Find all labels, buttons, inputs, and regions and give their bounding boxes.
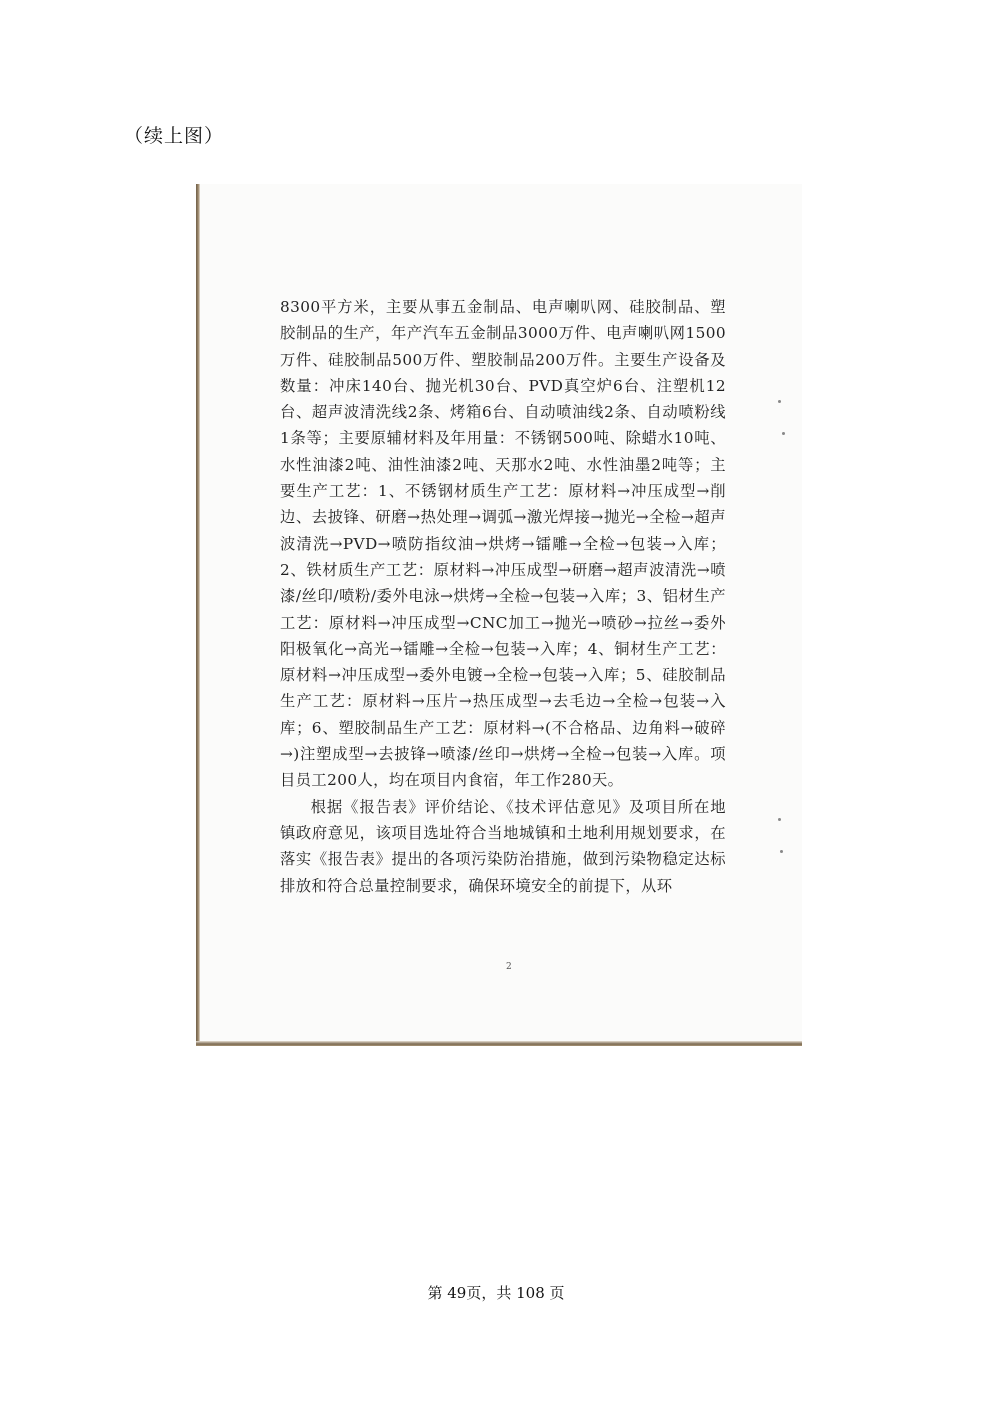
scanned-page bbox=[196, 184, 802, 1046]
scan-body-text bbox=[280, 294, 726, 899]
page-footer: 第 49页，共 108 页 bbox=[427, 1284, 565, 1302]
scan-speck bbox=[778, 400, 781, 403]
scan-speck bbox=[778, 818, 781, 821]
scan-paragraph: 根据《报告表》评价结论、《技术评估意见》及项目所在地镇政府意见，该项目选址符合当地城镇和土地利用规划要求，在落实《报告表》提出的各项污染防治措施，做到污染物稳定达标排放和符合总量控制要求，确保环境安全的前提下，从环 bbox=[280, 797, 726, 895]
figure-caption: （续上图） bbox=[124, 125, 225, 147]
scan-speck bbox=[780, 850, 783, 853]
scan-paragraph: 8300平方米，主要从事五金制品、电声喇叭网、硅胶制品、塑胶制品的生产，年产汽车五金制品3000万件、电声喇叭网1500万件、硅胶制品500万件、塑胶制品200万件。主要生产设备及数量：冲床140台、抛光机30台、PVD真空炉6台、注塑机12台、超声波清洗线2条、烤箱6台、自动喷油线2条、自动喷粉线1条等；主要原辅材料及年用量：不锈钢500吨、除蜡水10吨、水性油漆2吨、油性油漆2吨、天那水2吨、水性油墨2吨等；主要生产工艺：1、不锈钢材质生产工艺：原材料→冲压成型→削边、去披锋、研磨→热处理→调弧→激光焊接→抛光→全检→超声波清洗→PVD→喷防指纹油→烘烤→镭雕→全检→包装→入库；2、铁材质生产工艺：原材料→冲压成型→研磨→超声波清洗→喷漆/丝印/喷粉/委外电泳→烘烤→全检→包装→入库；3、铝材生产工艺：原材料→冲压成型→CNC加工→抛光→喷砂→拉丝→委外阳极氧化→高光→镭雕→全检→包装→入库；4、铜材生产工艺：原材料→冲压成型→委外电镀→全检→包装→入库；5、硅胶制品生产工艺：原材料→压片→热压成型→去毛边→全检→包装→入库；6、塑胶制品生产工艺：原材料→(不合格品、边角料→破碎→)注塑成型→去披锋→喷漆/丝印→烘烤→全检→包装→入库。项目员工200人，均在项目内食宿，年工作280天。 bbox=[280, 298, 726, 790]
scan-speck bbox=[782, 432, 785, 435]
scan-page-number: 2 bbox=[506, 962, 512, 972]
scan-bottom-edge bbox=[196, 1041, 802, 1046]
scan-left-edge bbox=[196, 184, 200, 1046]
